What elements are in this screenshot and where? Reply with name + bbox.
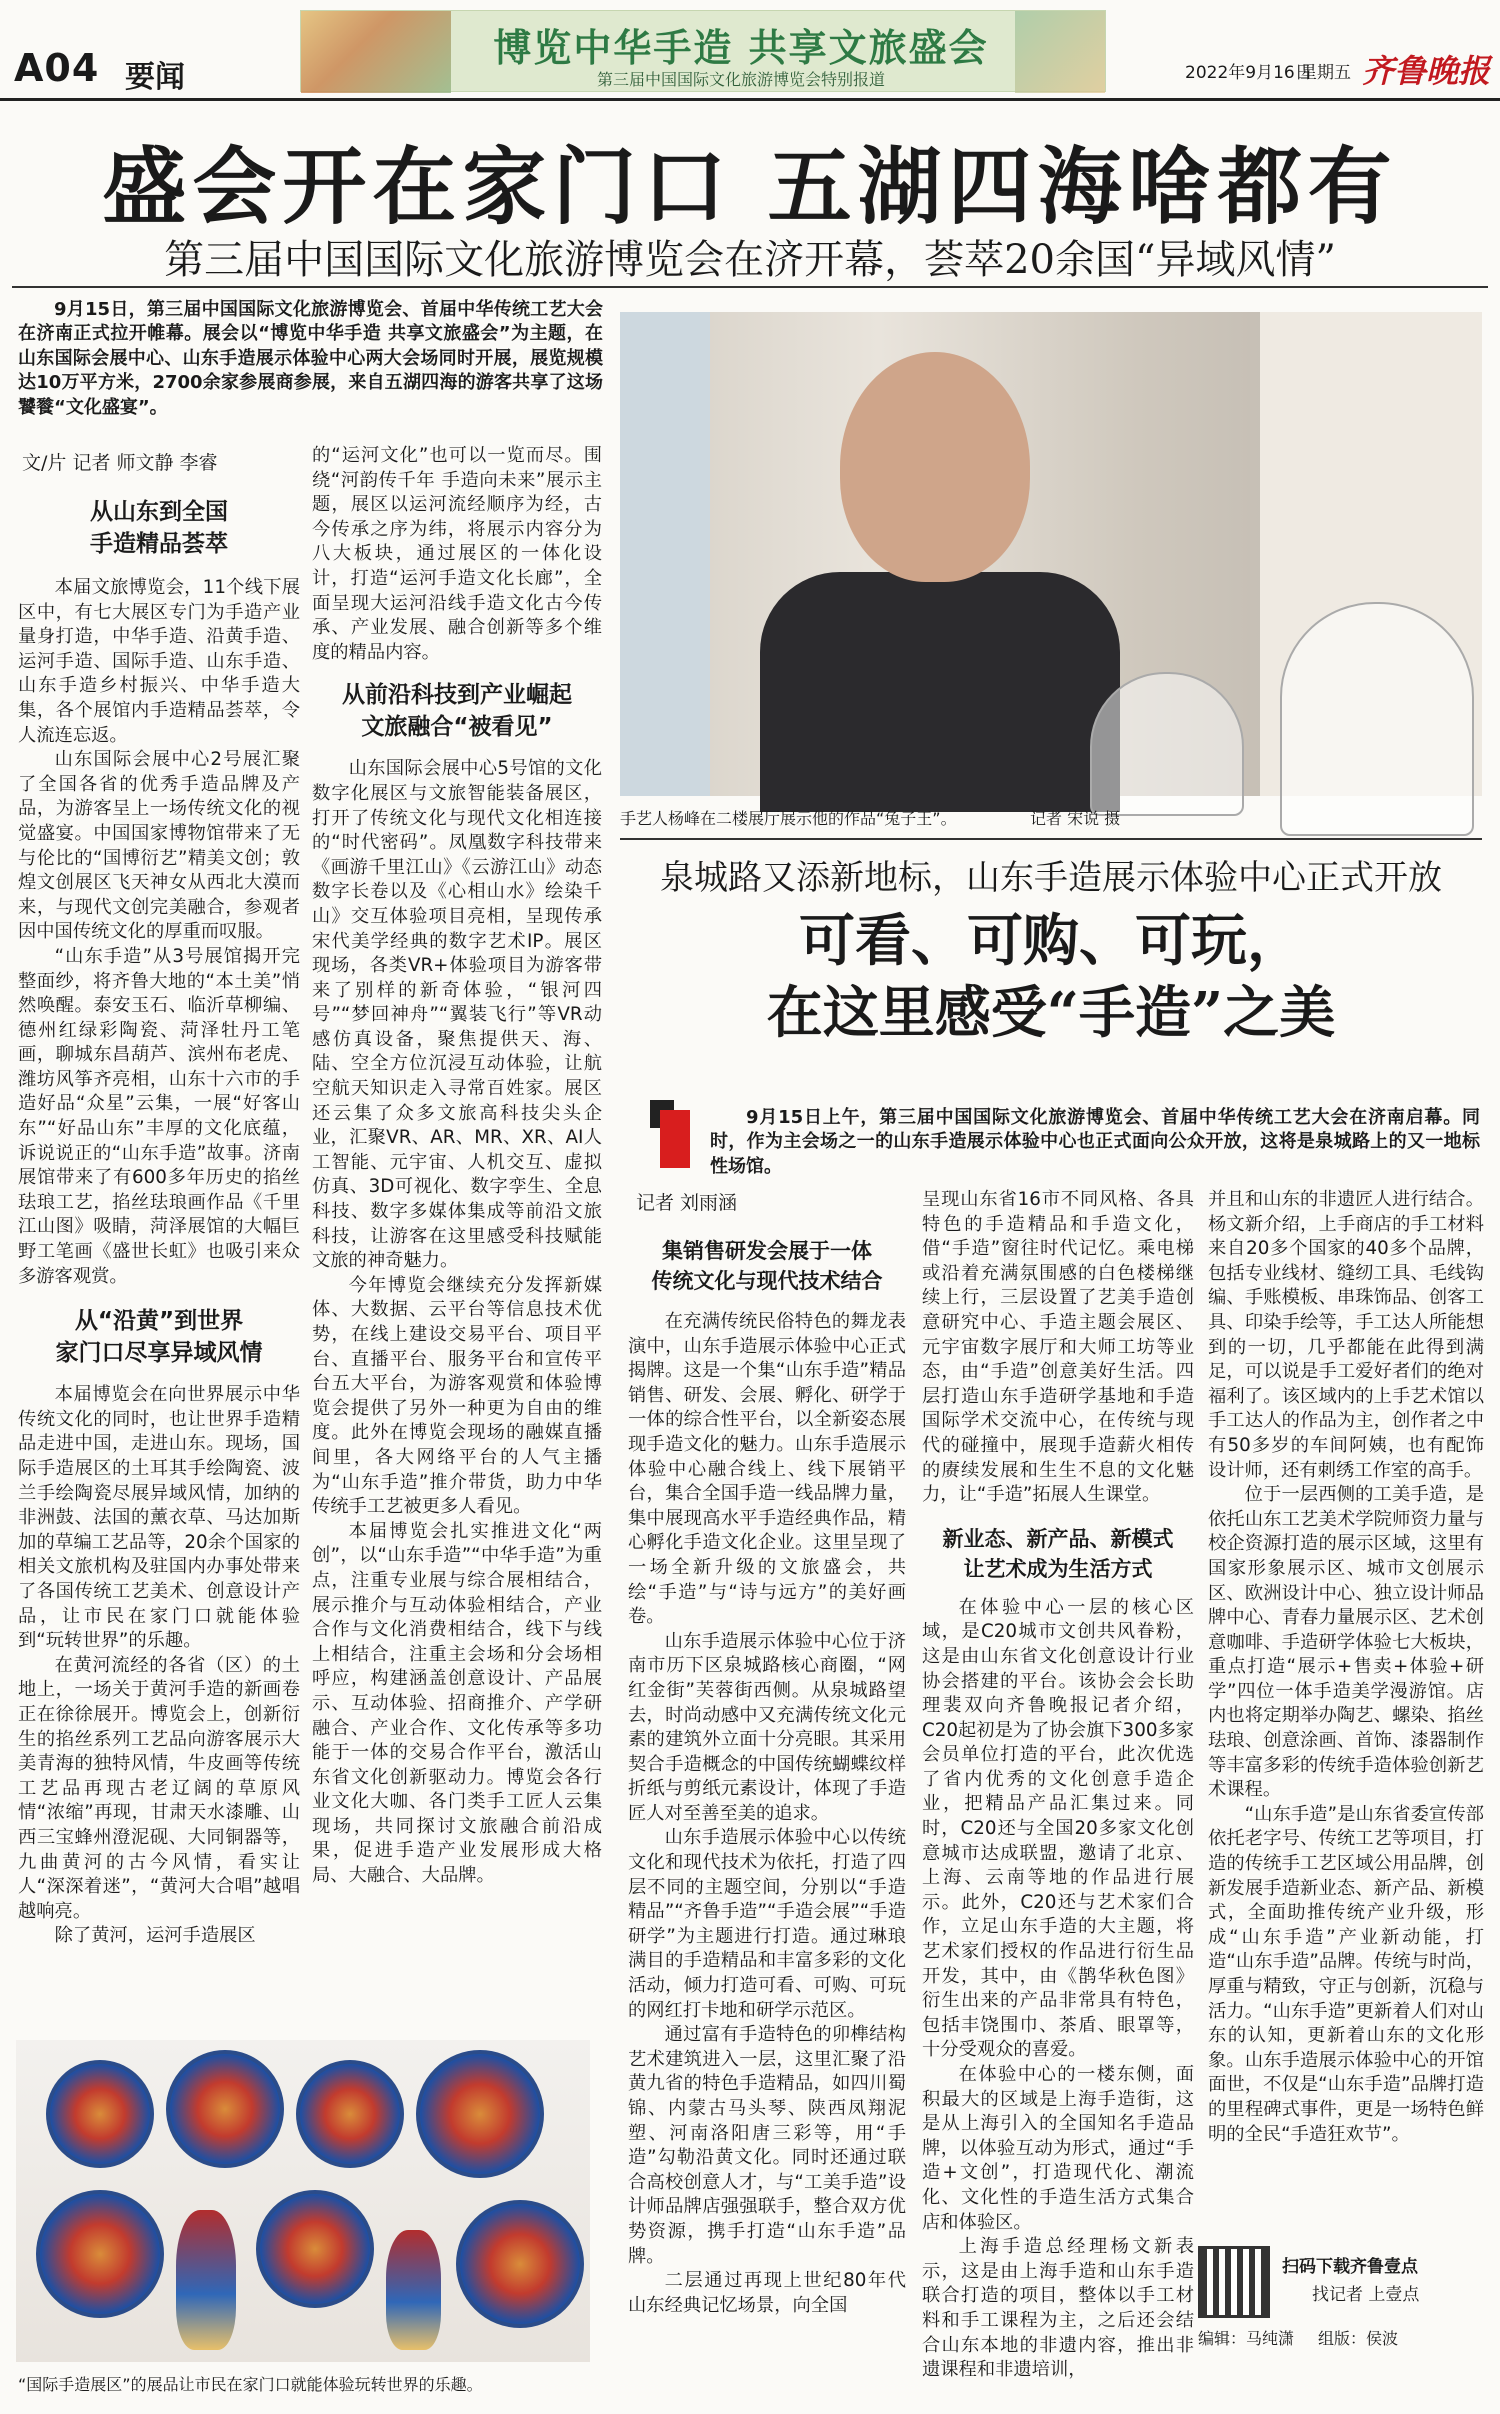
photo-plate	[256, 2190, 374, 2308]
photo-plate	[46, 2060, 154, 2168]
section-heading: 集销售研发会展于一体 传统文化与现代技术结合	[651, 1239, 883, 1293]
editor-credit: 编辑：马纯潇	[1198, 2329, 1295, 2348]
photo-plate	[166, 2050, 284, 2168]
lead-paragraph: 9月15日上午，第三届中国国际文化旅游博览会、首届中华传统工艺大会在济南启幕。同时，作为主会场之一的山东手造展示体验中心也正式面向公众开放，这将是泉城路上的又一地标性场馆。	[710, 1107, 1480, 1177]
photo-plate	[456, 2200, 584, 2328]
section-name: 要闻	[125, 60, 185, 95]
newspaper-logo: 齐鲁晚报	[1362, 52, 1491, 90]
paragraph: “山东手造”从3号展馆揭开完整面纱，将齐鲁大地的“本土美”悄然唤醒。泰安玉石、临沂草柳编、德州红绿彩陶瓷、菏泽牡丹工笔画，聊城东昌葫芦、滨州布老虎、潍坊风筝齐亮相，山东十六市的手造好品“众星”云集，一展“好客山东”“好品山东”丰厚的文化底蕴，诉说说正的“山东手造”故事。济南展馆带来了有600多年历史的掐丝珐琅工艺，掐丝珐琅画作品《千里江山图》吸睛，菏泽展馆的大幅巨野工笔画《盛世长虹》也吸引来众多游客观赏。	[18, 945, 300, 1287]
issue-weekday: 星期五	[1300, 63, 1351, 83]
photo-vase	[386, 2230, 441, 2350]
issue-date: 2022年9月16日	[1185, 63, 1312, 83]
photo-vase	[176, 2210, 236, 2350]
article-byline: 文/片 记者 师文静 李睿	[22, 452, 218, 474]
photo-plate	[416, 2050, 544, 2178]
paragraph: 今年博览会继续充分发挥新媒体、大数据、云平台等信息技术优势，在线上建设交易平台、项目平台、直播平台、服务平台和宣传平台五大平台，为游客观赏和体验博览会提供了另外一种更为自由的维度。此外在博览会现场的融媒直播间里，各大网络平台的人气主播为“山东手造”推介带货，助力中华传统手工艺被更多人看见。	[312, 1274, 602, 1518]
photo-shelf	[620, 312, 710, 796]
page-number: A04	[14, 46, 100, 90]
right-article-headline-1: 可看、可购、可玩，	[799, 908, 1303, 974]
special-report-banner	[300, 10, 1106, 92]
paragraph: 本届文旅博览会，11个线下展区中，有七大展区专门为手造产业量身打造，中华手造、沿黄手造、运河手造、国际手造、山东手造、山东手造乡村振兴、中华手造大集，各个展馆内手造精品荟萃，令人流连忘返。	[18, 577, 300, 746]
section-heading: 从前沿科技到产业崛起 文旅融合“被看见”	[342, 682, 572, 741]
photo-person-head	[840, 352, 1030, 582]
article-column-5	[1208, 1188, 1484, 2236]
right-article-byline: 记者 刘雨涵	[636, 1192, 738, 1214]
paragraph: 本届博览会扎实推进文化“两创”，以“山东手造”“中华手造”为重点，注重专业展与综合展相结合，展示推介与互动体验相结合，产业合作与文化消费相结合，线下与线上相结合，注重主会场和分会场相呼应，构建涵盖创意设计、产品展示、互动体验、招商推介、产学研融合、产业合作、文化传承等多功能于一体的交易合作平台，激活山东省文化创新驱动力。博览会各行业文化大咖、各门类手工匠人云集现场，共同探讨文旅融合前沿成果，促进手造产业发展形成大格局、大融合、大品牌。	[312, 1520, 602, 1887]
qr-promo-text: 扫码下载齐鲁壹点	[1282, 2257, 1418, 2277]
photo-credit: 记者 宋说 摄	[1030, 809, 1121, 828]
paragraph: “山东手造”是山东省委宣传部依托老字号、传统工艺等项目，打造的传统手工艺区域公用品牌，创新发展手造新业态、新产品、新模式，全面助推传统产业升级，形成“山东手造”产业新动能，打造“山东手造”品牌。传统与时尚，厚重与精致，守正与创新，沉稳与活力。“山东手造”更新着人们对山东的认知，更新着山东的文化形象。山东手造展示体验中心的开馆面世，不仅是“山东手造”品牌打造的里程碑式事件，更是一场特色鲜明的全民“手造狂欢节”。	[1208, 1803, 1484, 2145]
photo-caption: “国际手造展区”的展品让市民在家门口就能体验玩转世界的乐趣。	[18, 2375, 483, 2394]
paragraph: 二层通过再现上世纪80年代山东经典记忆场景，向全国	[628, 2270, 906, 2316]
paragraph: 山东手造展示体验中心位于济南市历下区泉城路核心商圈，“网红金街”芙蓉街西侧。从泉城路望去，时尚动感中又充满传统文化元素的建筑外立面十分亮眼。其采用契合手造概念的中国传统蝴蝶纹样折纸与剪纸元素设计，体现了手造匠人对至善至美的追求。	[628, 1630, 906, 1824]
qr-code[interactable]	[1198, 2246, 1270, 2318]
photo-plate	[36, 2190, 164, 2318]
banner-illustration-right	[1015, 11, 1105, 93]
paragraph: 除了黄河，运河手造展区	[54, 1925, 256, 1947]
paragraph: 的“运河文化”也可以一览而尽。围绕“河韵传千年 手造向未来”展示主题，展区以运河流经顺序为经，古今传承之序为纬，将展示内容分为八大板块，通过展区的一体化设计，打造“运河手造文化长廊”，全面呈现大运河沿线手造文化古今传承、产业发展、融合创新等多个维度的精品内容。	[312, 445, 602, 663]
banner-subtitle: 第三届中国国际文化旅游博览会特别报道	[596, 70, 885, 89]
photo-caption: 手艺人杨峰在二楼展厅展示他的作品“兔子王”。	[620, 809, 957, 828]
main-headline: 盛会开在家门口 五湖四海啥都有	[102, 137, 1398, 236]
photo-display-dome	[1090, 672, 1244, 816]
craftsman-photo	[620, 312, 1482, 796]
paragraph: 山东国际会展中心2号展汇聚了全国各省的优秀手造品牌及产品，为游客呈上一场传统文化的视觉盛宴。中国国家博物馆带来了无与伦比的“国博衍艺”精美文创；敦煌文创展区飞天神女从西北大漠而来，与现代文创完美融合，参观者因中国传统文化的厚重而叹服。	[18, 749, 300, 943]
right-article-headline-2: 在这里感受“手造”之美	[766, 980, 1336, 1046]
main-subheadline: 第三届中国国际文化旅游博览会在济开幕，荟萃20余国“异域风情”	[164, 237, 1336, 283]
ceramics-photo	[16, 2040, 590, 2362]
paragraph: 上海手造总经理杨文新表示，这是由上海手造和山东手造联合打造的项目，整体以手工材料和手工课程为主，之后还会结合山东本地的非遗内容，推出非遗课程和非遗培训，	[922, 2236, 1194, 2381]
article-column-2	[312, 444, 602, 2030]
paragraph: 并且和山东的非遗匠人进行结合。杨文新介绍，上手商店的手工材料来自20多个国家的40多个品牌，包括专业线材、缝纫工具、毛线钩编、手账模板、串珠饰品、创客工具、印染手绘等，手工达人所能想到的一切，几乎都能在此得到满足，可以说是手工爱好者们的绝对福利了。该区域内的上手艺术馆以手工达人的作品为主，创作者之中有50多岁的车间阿姨，也有配饰设计师，还有刺绣工作室的高手。	[1208, 1189, 1484, 1481]
lead-paragraph: 9月15日，第三届中国国际文化旅游博览会、首届中华传统工艺大会在济南正式拉开帷幕。展会以“博览中华手造 共享文旅盛会”为主题，在山东国际会展中心、山东手造展示体验中心两大会场同时开展，展览规模达10万平方米，2700余家参展商参展，来自五湖四海的游客共享了这场饕餮“文化盛宴”。	[18, 299, 603, 418]
qr-promo-subtext: 找记者 上壹点	[1312, 2285, 1420, 2305]
decorative-red-bar	[660, 1110, 690, 1168]
photo-plate	[296, 2060, 404, 2168]
paragraph: 山东国际会展中心5号馆的文化数字化展区与文旅智能装备展区，打开了传统文化与现代文化相连接的“时代密码”。凤凰数字科技带来《画游千里江山》《云游江山》动态数字长卷以及《心相山水》绘染千山》交互体验项目亮相，呈现传承宋代美学经典的数字艺术IP。展区现场，各类VR+体验项目为游客带来了别样的新奇体验，“银河四号”“梦回神舟”“翼装飞行”等VR动感仿真设备，聚焦提供天、海、陆、空全方位沉浸互动体验，让航空航天知识走入寻常百姓家。展区还云集了众多文旅高科技尖头企业，汇聚VR、AR、MR、XR、AI人工智能、元宇宙、人机交互、虚拟仿真、3D可视化、数字孪生、全息科技、数字多媒体集成等前沿文旅科技，让游客在这里感受科技赋能文旅的神奇魅力。	[312, 758, 602, 1272]
right-article-kicker: 泉城路又添新地标，山东手造展示体验中心正式开放	[660, 858, 1442, 898]
section-heading: 新业态、新产品、新模式 让艺术成为生活方式	[942, 1526, 1174, 1581]
article-column-3	[628, 1214, 906, 2354]
headline-rule	[12, 286, 1488, 288]
article-lead	[18, 298, 603, 420]
paragraph: 呈现山东省16市不同风格、各具特色的手造精品和手造文化，借“手造”窗往时代记忆。乘电梯或沿着充满氛围感的白色楼梯继续上行，三层设置了艺美手造创意研究中心、手造主题会展区、元宇宙数字展厅和大师工坊等业态，由“手造”创意美好生活。四层打造山东手造研学基地和手造国际学术交流中心，在传统与现代的碰撞中，展现手造薪火相传的赓续发展和生生不息的文化魅力，让“手造”拓展人生课堂。	[922, 1189, 1194, 1506]
article-column-1	[18, 482, 300, 2030]
article-column-4	[922, 1188, 1195, 2381]
photo-person	[760, 572, 1120, 812]
right-article-lead	[710, 1106, 1480, 1179]
header-rule	[0, 98, 1500, 101]
banner-title: 博览中华手造 共享文旅盛会	[493, 26, 989, 70]
section-rule	[620, 838, 1482, 840]
paragraph: 在体验中心一层的核心区域，是C20城市文创共风眷粉，这是由山东省文化创意设计行业协会搭建的平台。该协会会长助理裴双向齐鲁晚报记者介绍，C20起初是为了协会旗下300多家会员单位打造的平台，此次优选了省内优秀的文化创意手造企业，把精品产品汇集过来。同时，C20还与全国20多家文化创意城市达成联盟，邀请了北京、上海、云南等地的作品进行展示。此外，C20还与艺术家们合作，立足山东手造的大主题，将艺术家们授权的作品进行衍生品开发，其中，由《鹊华秋色图》衍生出来的产品非常具有特色，包括丰饶围巾、茶盾、眼罩等，十分受观众的喜爱。	[922, 1596, 1195, 2061]
layout-credit: 组版：侯波	[1318, 2329, 1399, 2348]
paragraph: 在体验中心的一楼东侧，面积最大的区域是上海手造街，这是从上海引入的全国知名手造品牌，以体验互动为形式，通过“手造+文创”，打造现代化、潮流化、文化性的手造生活方式集合店和体验区。	[922, 2064, 1194, 2233]
paragraph: 在充满传统民俗特色的舞龙表演中，山东手造展示体验中心正式揭牌。这是一个集“山东手造”精品销售、研发、会展、孵化、研学于一体的综合性平台，以全新姿态展现手造文化的魅力。山东手造展示体验中心融合线上、线下展销平台，集合全国手造一线品牌力量，集中展现高水平手造经典作品，精心孵化手造文化企业。这里呈现了一场全新升级的文旅盛会，共绘“手造”与“诗与远方”的美好画卷。	[628, 1311, 906, 1628]
photo-display-dome	[1280, 602, 1474, 836]
paragraph: 位于一层西侧的工美手造，是依托山东工艺美术学院师资力量与校企资源打造的展示区域，这里有国家形象展示区、城市文创展示区、欧洲设计中心、独立设计师品牌中心、青春力量展示区、艺术创意咖啡、手造研学体验七大板块，重点打造“展示+售卖+体验+研学”四位一体手造美学漫游馆。店内也将定期举办陶艺、螺染、掐丝珐琅、创意涂画、首饰、漆器制作等丰富多彩的传统手造体验创新艺术课程。	[1208, 1484, 1484, 1801]
paragraph: 在黄河流经的各省（区）的土地上，一场关于黄河手造的新画卷正在徐徐展开。博览会上，创新衍生的掐丝系列工艺品向游客展示大美青海的独特风情，牛皮画等传统工艺品再现古老辽阔的草原风情“浓缩”再现，甘肃天水漆雕、山西三宝蜂州澄泥砚、大同铜器等，九曲黄河的古今风情，看实让人“深深着迷”，“黄河大合唱”越唱越响亮。	[18, 1654, 300, 1922]
section-heading: 从山东到全国 手造精品荟萃	[90, 499, 228, 557]
section-heading: 从“沿黄”到世界 家门口尽享异域风情	[55, 1308, 263, 1367]
paragraph: 通过富有手造特色的卯榫结构艺术建筑进入一层，这里汇聚了沿黄九省的特色手造精品，如四川蜀锦、内蒙古马头琴、陕西凤翔泥塑、河南洛阳唐三彩等，用“手造”勾勒沿黄文化。同时还通过联合高校创意人才，与“工美手造”设计师品牌店强强联手，整合双方优势资源，携手打造“山东手造”品牌。	[628, 2024, 906, 2267]
banner-illustration	[301, 11, 451, 93]
paragraph: 本届博览会在向世界展示中华传统文化的同时，也让世界手造精品走进中国，走进山东。现场，国际手造展区的土耳其手绘陶瓷、波兰手绘陶瓷尽展异域风情，加纳的非洲鼓、法国的薰衣草、马达加斯加的草编工艺品等，20余个国家的相关文旅机构及驻国内办事处带来了各国传统工艺美术、创意设计产品，让市民在家门口就能体验到“玩转世界”的乐趣。	[18, 1384, 300, 1652]
paragraph: 山东手造展示体验中心以传统文化和现代技术为依托，打造了四层不同的主题空间，分别以“手造精品”“齐鲁手造”“手造会展”“手造研学”为主题进行打造。通过琳琅满目的手造精品和丰富多彩的文化活动，倾力打造可看、可购、可玩的网红打卡地和研学示范区。	[628, 1827, 906, 2021]
